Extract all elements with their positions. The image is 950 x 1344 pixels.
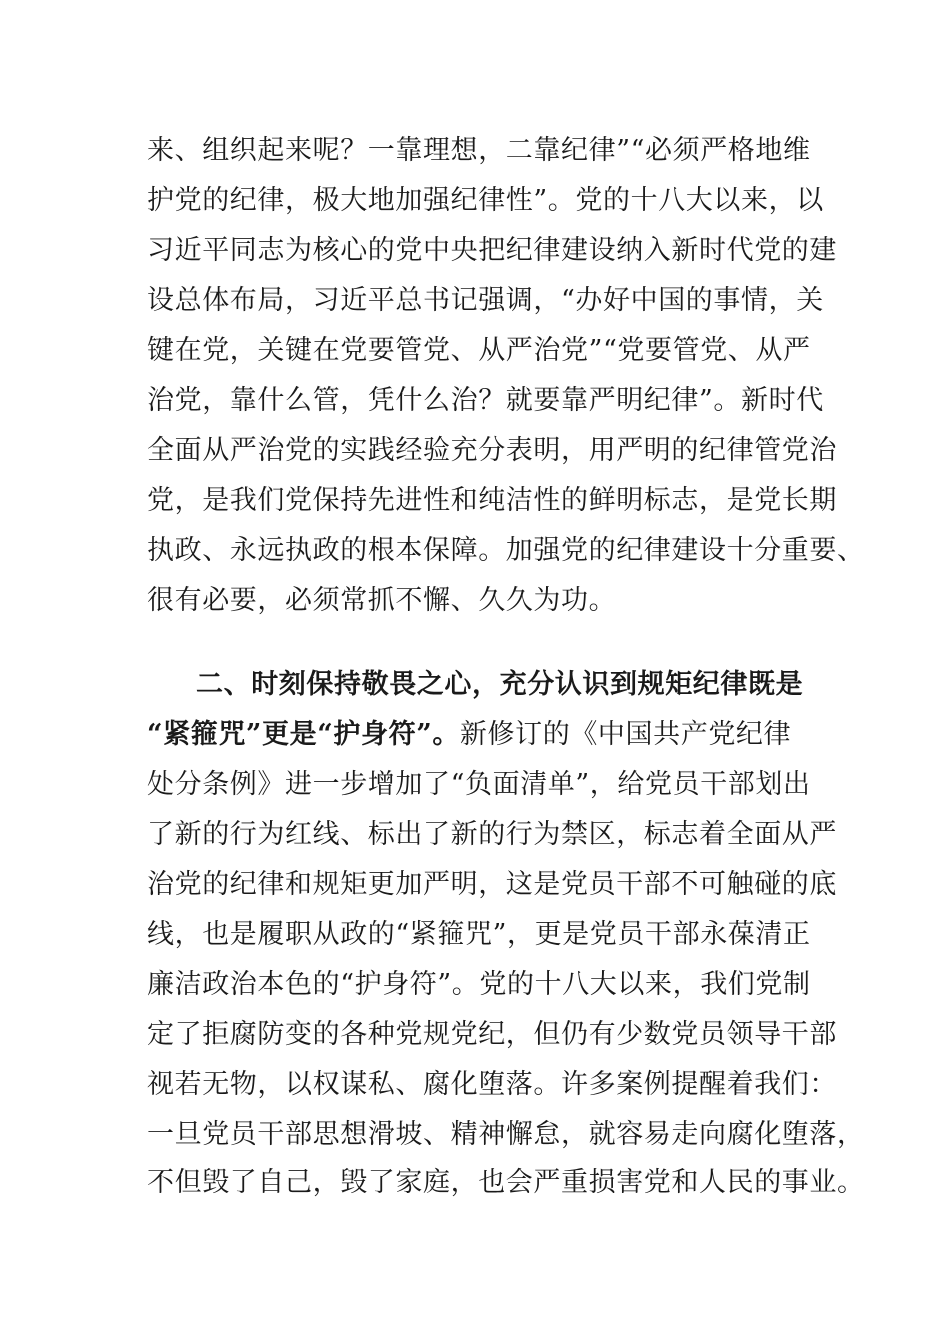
paragraph-2-line-9: 视若无物，以权谋私、腐化堕落。许多案例提醒着我们： xyxy=(147,1069,837,1100)
paragraph-1-line-7: 全面从严治党的实践经验充分表明，用严明的纪律管党治 xyxy=(147,435,837,466)
paragraph-1-line-8: 党，是我们党保持先进性和纯洁性的鲜明标志，是党长期 xyxy=(147,485,837,516)
paragraph-2-line-7: 廉洁政治本色的“护身符”。党的十八大以来，我们党制 xyxy=(147,969,811,1000)
paragraph-2-line-5: 治党的纪律和规矩更加严明，这是党员干部不可触碰的底 xyxy=(147,869,837,900)
paragraph-1-line-3: 习近平同志为核心的党中央把纪律建设纳入新时代党的建 xyxy=(147,235,837,266)
paragraph-1-line-5: 键在党，关键在党要管党、从严治党”“党要管党、从严 xyxy=(147,335,811,366)
paragraph-1-line-10: 很有必要，必须常抓不懈、久久为功。 xyxy=(147,585,617,616)
paragraph-2-line-10: 一旦党员干部思想滑坡、精神懈怠，就容易走向腐化堕落， xyxy=(147,1119,865,1150)
paragraph-2-line-4: 了新的行为红线、标出了新的行为禁区，标志着全面从严 xyxy=(147,819,837,850)
paragraph-1-line-2: 护党的纪律，极大地加强纪律性”。党的十八大以来，以 xyxy=(147,185,824,216)
section-heading-line-1: 二、时刻保持敬畏之心，充分认识到规矩纪律既是 xyxy=(196,669,804,700)
paragraph-2-line-11: 不但毁了自己，毁了家庭，也会严重损害党和人民的事业。 xyxy=(147,1167,865,1198)
paragraph-1-line-9: 执政、永远执政的根本保障。加强党的纪律建设十分重要、 xyxy=(147,535,865,566)
paragraph-2-line-6: 线，也是履职从政的“紧箍咒”，更是党员干部永葆清正 xyxy=(147,919,811,950)
paragraph-2-line-3: 处分条例》进一步增加了“负面清单”，给党员干部划出 xyxy=(147,769,811,800)
section-heading-line-2: “紧箍咒”更是“护身符”。 xyxy=(147,719,460,750)
paragraph-1-line-1: 来、组织起来呢？一靠理想，二靠纪律”“必须严格地维 xyxy=(147,135,811,166)
paragraph-1-line-4: 设总体布局，习近平总书记强调，“办好中国的事情，关 xyxy=(147,285,824,316)
paragraph-1-line-6: 治党，靠什么管，凭什么治？就要靠严明纪律”。新时代 xyxy=(147,385,824,416)
paragraph-2-line-8: 定了拒腐防变的各种党规党纪，但仍有少数党员领导干部 xyxy=(147,1019,837,1050)
paragraph-2-line-2-rest: 新修订的《中国共产党纪律 xyxy=(459,719,792,750)
paragraph-2-line-2 xyxy=(147,718,791,752)
